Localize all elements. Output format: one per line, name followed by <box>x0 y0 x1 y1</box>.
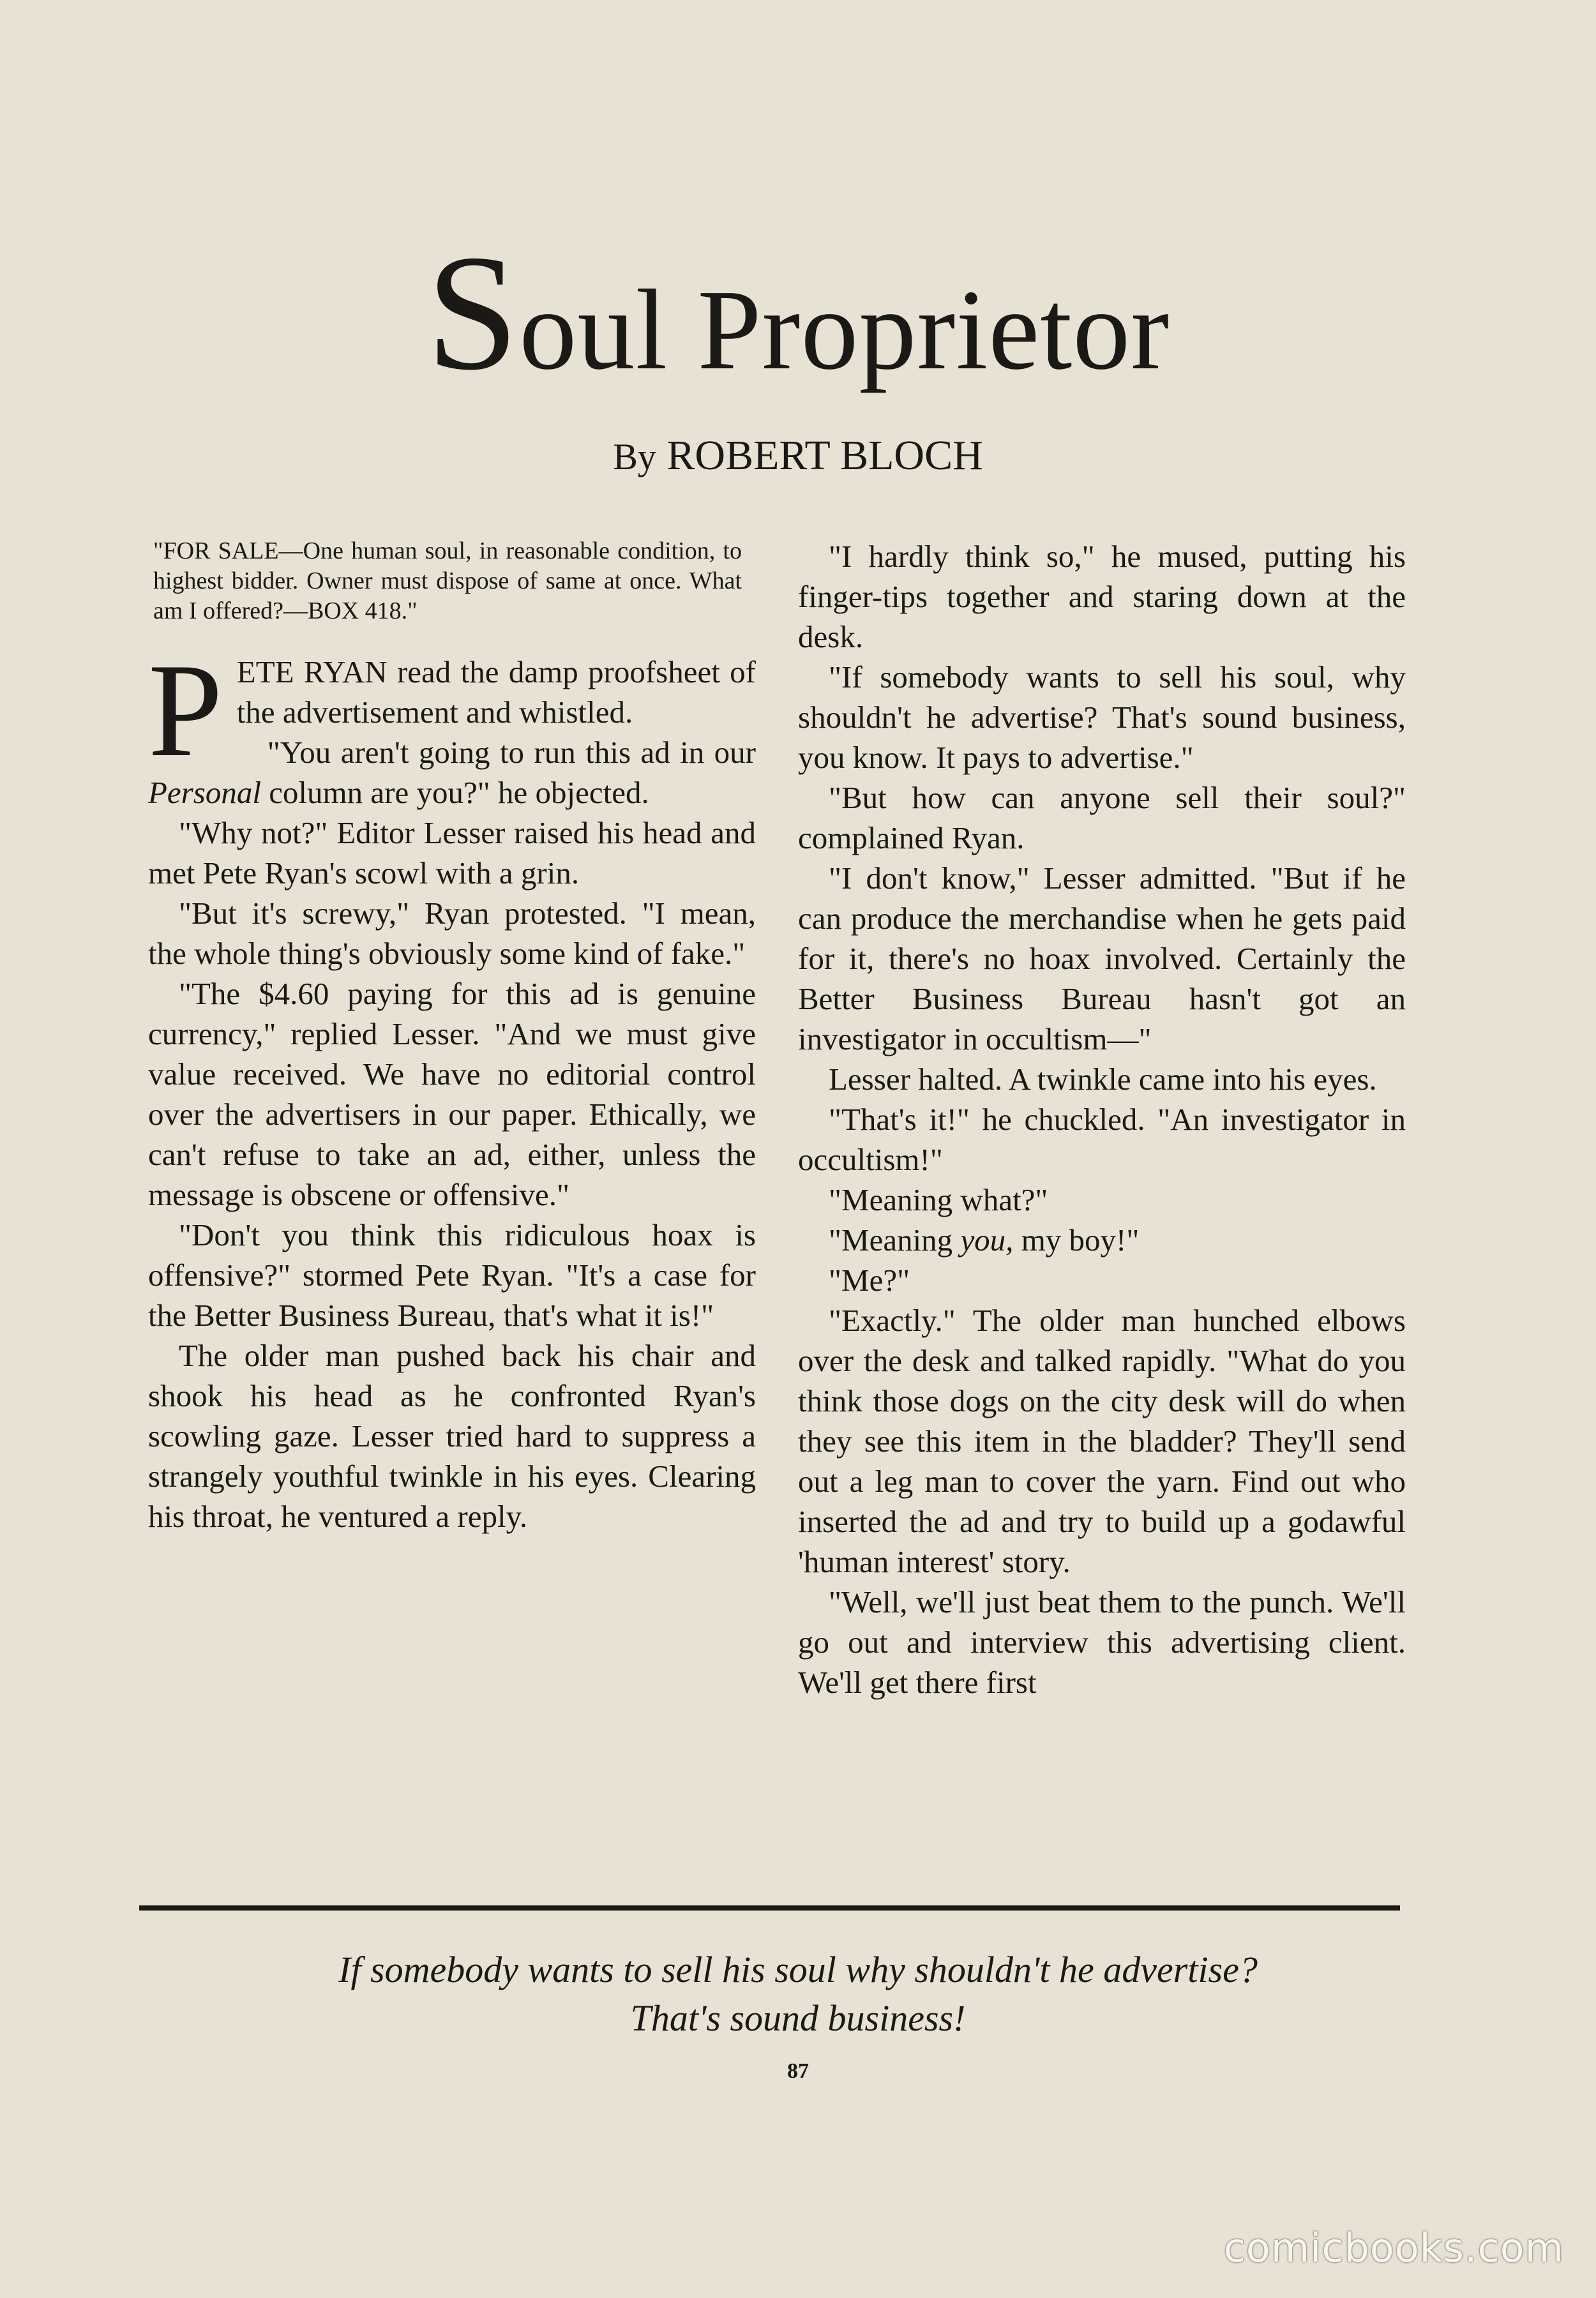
right-column <box>798 536 1406 1702</box>
story-title <box>0 221 1596 405</box>
paragraph-text: column are you?" he objected. <box>260 775 649 810</box>
pull-quote <box>0 1946 1596 2043</box>
title-initial: S <box>426 221 520 405</box>
paragraph: "But how can anyone sell their soul?" complained Ryan. <box>798 780 1406 855</box>
paragraph: "I don't know," Lesser admitted. "But if he can produce the merchandise when he gets paid for it, there's no hoax involved. Certainly the Better Business Bureau hasn't got an investigator in occultism—" <box>798 860 1406 1056</box>
byline-author: ROBERT BLOCH <box>666 432 983 479</box>
paragraph-text: my boy!" <box>1013 1222 1140 1258</box>
paragraph-text: "You aren't going to run this ad in our <box>267 735 756 770</box>
advertisement-text: "FOR SALE—One human soul, in reasonable condition, to highest bidder. Owner must dispose of same at once. What am I offered?—BOX 418." <box>153 537 742 624</box>
paragraph <box>798 1220 1406 1260</box>
drop-cap: P <box>148 636 223 785</box>
opening-text: ETE RYAN read the damp proofsheet of the advertisement and whistled. <box>236 654 756 730</box>
paragraph: "I hardly think so," he mused, putting his finger-tips together and staring down at the desk. <box>798 539 1406 654</box>
pull-quote-line: That's sound business! <box>630 1997 966 2039</box>
paragraph: "If somebody wants to sell his soul, why shouldn't he advertise? That's sound business, you know. It pays to advertise." <box>798 659 1406 775</box>
left-column <box>148 536 756 1536</box>
emphasis-text: you, <box>960 1222 1014 1258</box>
paragraph: Lesser halted. A twinkle came into his eyes. <box>829 1062 1377 1097</box>
paragraph: "That's it!" he chuckled. "An investigator in occultism!" <box>798 1102 1406 1177</box>
paragraph: "Don't you think this ridiculous hoax is offensive?" stormed Pete Ryan. "It's a case for the Better Business Bureau, that's what it is!" <box>148 1217 756 1333</box>
paragraph: "The $4.60 paying for this ad is genuine currency," replied Lesser. "And we must give value received. We have no editorial control over the advertisers in our paper. Ethically, we can't refuse to take an ad, either, unless the message is obscene or offensive." <box>148 976 756 1212</box>
title-rest: oul Proprietor <box>519 266 1170 393</box>
paragraph: "Exactly." The older man hunched elbows over the desk and talked rapidly. "What do you think those dogs on the city desk will do when they see this item in the bladder? They'll send out a leg man to cover the yarn. Find out who inserted the ad and try to build up a godawful 'human interest' story. <box>798 1303 1406 1579</box>
paragraph: "Well, we'll just beat them to the punch. We'll go out and interview this advertising client. We'll get there first <box>798 1584 1406 1700</box>
paragraph: "Me?" <box>829 1263 910 1298</box>
page-number: 87 <box>787 2059 809 2083</box>
paragraph: "But it's screwy," Ryan protested. "I mean, the whole thing's obviously some kind of fake." <box>148 896 756 971</box>
paragraph <box>148 732 756 813</box>
paragraph: The older man pushed back his chair and shook his head as he confronted Ryan's scowling gaze. Lesser tried hard to suppress a strangely youthful twinkle in his eyes. Clearing his throat, he ventured a reply. <box>148 1338 756 1534</box>
watermark: comicbooks.com <box>1223 2225 1564 2271</box>
byline <box>0 432 1596 480</box>
pull-quote-line: If somebody wants to sell his soul why shouldn't he advertise? <box>338 1949 1258 1990</box>
paragraph: "Meaning what?" <box>829 1182 1048 1217</box>
horizontal-rule <box>139 1905 1400 1911</box>
emphasis-text: Personal <box>148 775 261 810</box>
paragraph: "Why not?" Editor Lesser raised his head and met Pete Ryan's scowl with a grin. <box>148 815 756 890</box>
byline-by: By <box>613 436 656 477</box>
paragraph-text: "Meaning <box>829 1222 961 1258</box>
